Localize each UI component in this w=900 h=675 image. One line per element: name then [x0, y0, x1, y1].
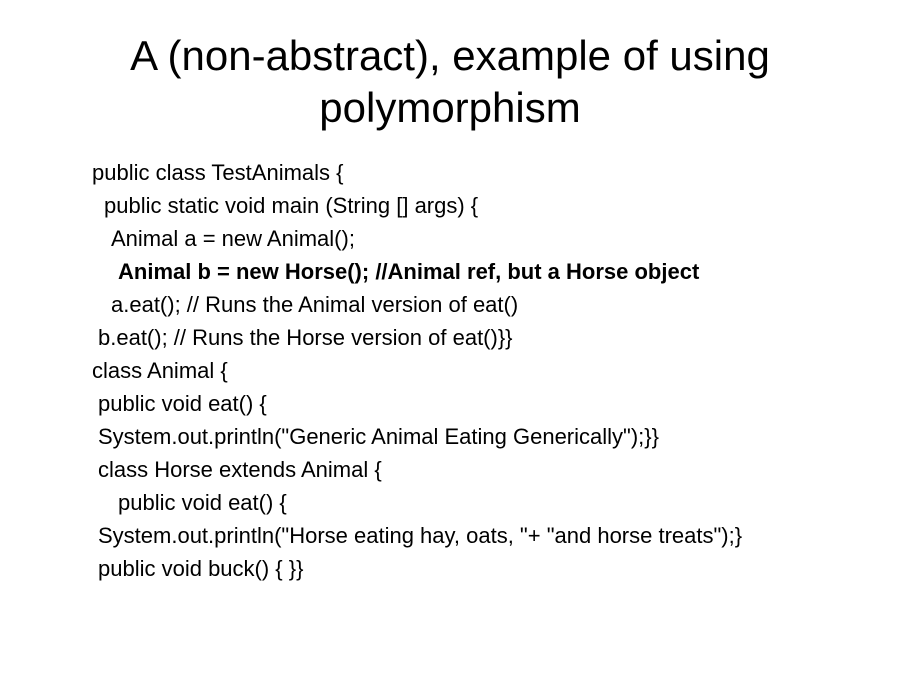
code-line-8: public void eat() { — [98, 391, 267, 416]
code-line-13: public void buck() { }} — [98, 556, 304, 581]
code-line-10: class Horse extends Animal { — [98, 457, 382, 482]
code-line-6: b.eat(); // Runs the Horse version of eat()}} — [98, 325, 513, 350]
code-line-9: System.out.println("Generic Animal Eating Generically");}} — [98, 424, 659, 449]
code-line-5: a.eat(); // Runs the Animal version of eat() — [111, 292, 519, 317]
code-line-3: Animal a = new Animal(); — [111, 226, 355, 251]
code-listing — [0, 158, 900, 598]
code-line-7: class Animal { — [92, 358, 228, 383]
slide-title-line-1: A (non-abstract), example of using — [130, 32, 770, 79]
code-line-4-highlighted: Animal b = new Horse(); //Animal ref, but a Horse object — [118, 259, 700, 284]
code-line-12: System.out.println("Horse eating hay, oats, "+ "and horse treats");} — [98, 523, 743, 548]
code-line-2: public static void main (String [] args) { — [104, 193, 479, 218]
slide-title-line-2: polymorphism — [319, 84, 581, 131]
code-line-11: public void eat() { — [118, 490, 287, 515]
code-line-1: public class TestAnimals { — [92, 160, 344, 185]
slide-title — [40, 30, 860, 134]
